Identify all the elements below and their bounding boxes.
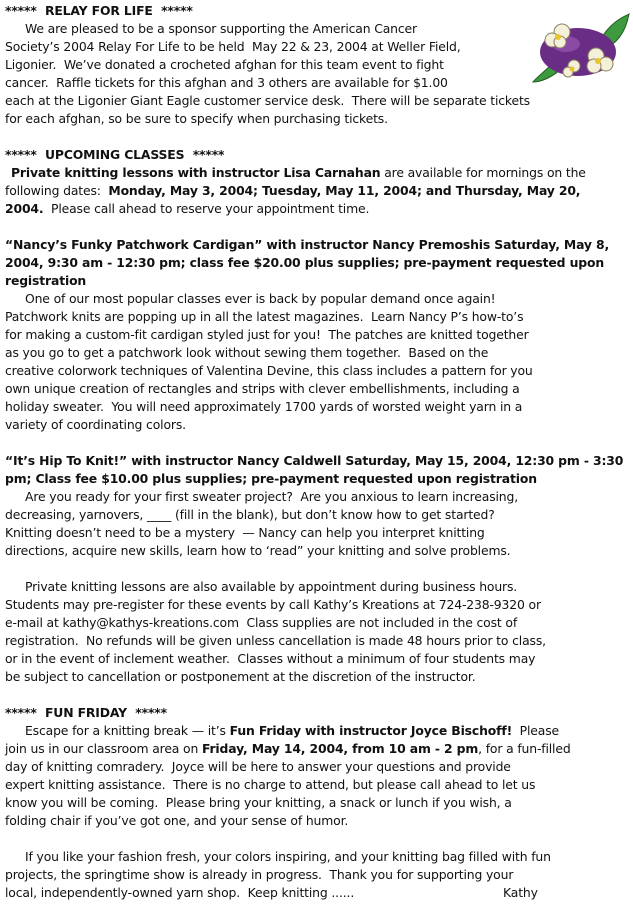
private-lessons-title: Private knitting lessons with instructor Lisa Carnahan — [11, 165, 381, 180]
hip-to-knit-description: directions, acquire new skills, learn how to ‘read” your knitting and solve problems. — [5, 543, 511, 558]
relay-line: Ligonier. We’ve donated a crocheted afghan for this team event to fight — [5, 57, 444, 72]
class-policy: Students may pre-register for these events by call Kathy’s Kreations at 724-238-9320 or — [5, 597, 541, 612]
fun-friday-instructor: Fun Friday with instructor Joyce Bischoff! — [229, 723, 513, 738]
dates-list: Monday, May 3, 2004; Tuesday, May 11, 2004; and Thursday, May 20, — [108, 183, 581, 198]
closing-line-final — [5, 884, 629, 902]
fun-friday-text: Please — [512, 723, 559, 738]
cardigan-class-title: 2004, 9:30 am - 12:30 pm; class fee $20.00 plus supplies; pre-payment requested upon — [5, 255, 604, 270]
fun-friday-text: , for a fun-filled — [478, 741, 571, 756]
relay-line: each at the Ligonier Giant Eagle customer service desk. There will be separate tickets — [5, 93, 530, 108]
dates-year: 2004. — [5, 201, 44, 216]
hip-to-knit-description: Knitting doesn’t need to be a mystery — Nancy can help you interpret knitting — [5, 525, 485, 540]
class-policy: e-mail at kathy@kathys-kreations.com Class supplies are not included in the cost of — [5, 615, 518, 630]
fun-friday-line: day of knitting comradery. Joyce will be here to answer your questions and provide — [5, 759, 511, 774]
fun-friday-date: Friday, May 14, 2004, from 10 am - 2 pm — [201, 741, 479, 756]
cardigan-description: holiday sweater. You will need approximately 1700 yards of worsted weight yarn in a — [5, 399, 523, 414]
relay-line: cancer. Raffle tickets for this afghan and 3 others are available for $1.00 — [5, 75, 448, 90]
newsletter-page — [5, 2, 629, 902]
cardigan-class-title: “Nancy’s Funky Patchwork Cardigan” with instructor Nancy Premoshis Saturday, May 8, — [5, 237, 610, 252]
fun-friday-line: folding chair if you’ve got one, and your sense of humor. — [5, 813, 349, 828]
hip-to-knit-description: Are you ready for your first sweater project? Are you anxious to learn increasing, — [25, 489, 519, 504]
fun-friday-line: expert knitting assistance. There is no charge to attend, but please call ahead to let us — [5, 777, 536, 792]
cardigan-description: One of our most popular classes ever is back by popular demand once again! — [25, 291, 496, 306]
closing-line: If you like your fashion fresh, your colors inspiring, and your knitting bag filled with fun — [25, 849, 551, 864]
classes-heading: ***** UPCOMING CLASSES ***** — [5, 147, 225, 162]
cardigan-description: creative colorwork techniques of Valentina Devine, this class includes a pattern for you — [5, 363, 533, 378]
dates-note: Please call ahead to reserve your appointment time. — [43, 201, 370, 216]
cardigan-description: own unique creation of rectangles and strips with clever embellishments, including a — [5, 381, 520, 396]
class-policy: be subject to cancellation or postponement at the discretion of the instructor. — [5, 669, 476, 684]
private-lessons-line — [5, 164, 629, 182]
hip-to-knit-title: pm; Class fee $10.00 plus supplies; pre-payment requested upon registration — [5, 471, 537, 486]
cardigan-description: for making a custom-fit cardigan styled just for you! The patches are knitted together — [5, 327, 529, 342]
fun-friday-line: know you will be coming. Please bring your knitting, a snack or lunch if you wish, a — [5, 795, 512, 810]
relay-heading: ***** RELAY FOR LIFE ***** — [5, 3, 193, 18]
fun-friday-text: join us in our classroom area on — [5, 741, 202, 756]
relay-line: Society’s 2004 Relay For Life to be held May 22 & 23, 2004 at Weller Field, — [5, 39, 461, 54]
cardigan-class-title: registration — [5, 273, 87, 288]
class-policy: Private knitting lessons are also available by appointment during business hours. — [25, 579, 518, 594]
signature: Kathy — [503, 885, 538, 900]
cardigan-description: Patchwork knits are popping up in all the latest magazines. Learn Nancy P’s how-to’s — [5, 309, 524, 324]
cardigan-description: variety of coordinating colors. — [5, 417, 186, 432]
fun-friday-line — [5, 740, 629, 758]
class-policy: or in the event of inclement weather. Classes without a minimum of four students may — [5, 651, 536, 666]
cardigan-description: as you go to get a patchwork look without sewing them together. Based on the — [5, 345, 489, 360]
closing-line: projects, the springtime show is already in progress. Thank you for supporting your — [5, 867, 514, 882]
relay-line: We are pleased to be a sponsor supporting the American Cancer — [25, 21, 417, 36]
dates-line-2 — [5, 200, 629, 218]
fun-friday-heading: ***** FUN FRIDAY ***** — [5, 705, 167, 720]
hip-to-knit-description: decreasing, yarnovers, ____ (fill in the blank), but don’t know how to get started? — [5, 507, 495, 522]
private-lessons-text: are available for mornings on the — [380, 165, 586, 180]
class-policy: registration. No refunds will be given unless cancellation is made 48 hours prior to class, — [5, 633, 546, 648]
closing-text: local, independently-owned yarn shop. Keep knitting ...... — [5, 885, 355, 900]
relay-line: for each afghan, so be sure to specify when purchasing tickets. — [5, 111, 388, 126]
dates-lead: following dates: — [5, 183, 109, 198]
fun-friday-text: Escape for a knitting break — it’s — [25, 723, 230, 738]
hip-to-knit-title: “It’s Hip To Knit!” with instructor Nancy Caldwell Saturday, May 15, 2004, 12:30 pm - 3:30 — [5, 453, 624, 468]
dates-line — [5, 182, 629, 200]
fun-friday-line — [5, 722, 629, 740]
